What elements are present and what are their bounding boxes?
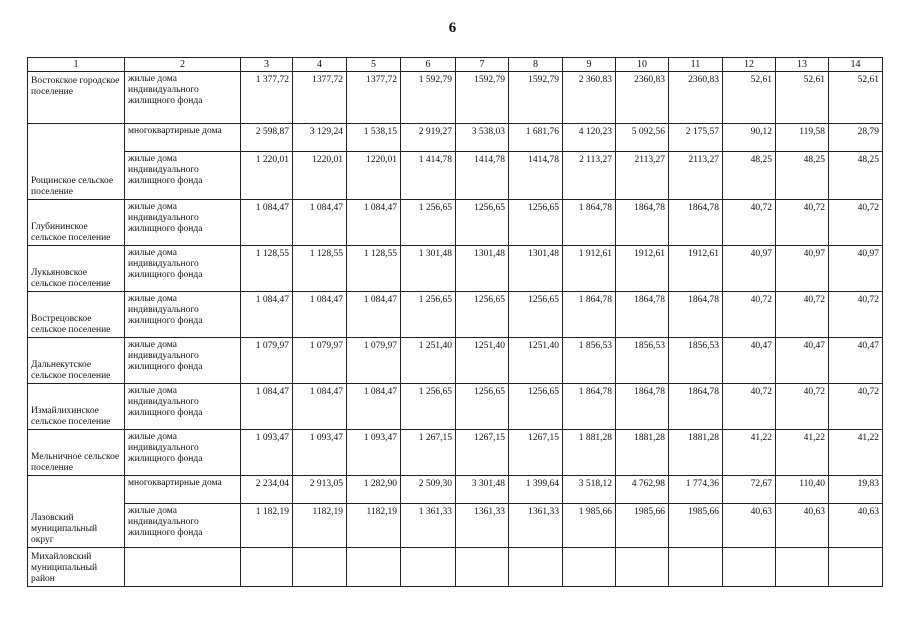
value-cell — [401, 548, 456, 587]
table-row — [28, 246, 883, 292]
value-cell: 1256,65 — [456, 200, 509, 246]
housing-type-cell: жилые дома индивидуального жилищного фонда — [125, 200, 241, 246]
value-cell: 2113,27 — [669, 152, 723, 200]
page-number: 6 — [448, 20, 457, 36]
value-cell: 1912,61 — [616, 246, 669, 292]
value-cell: 1881,28 — [616, 430, 669, 476]
value-cell: 1 985,66 — [563, 504, 616, 548]
value-cell: 1251,40 — [509, 338, 563, 384]
value-cell: 2 234,04 — [241, 476, 293, 504]
value-cell: 1377,72 — [293, 72, 347, 124]
value-cell: 28,79 — [829, 124, 883, 152]
value-cell: 1 079,97 — [293, 338, 347, 384]
settlement-name-cell: Вострецовское сельское поселение — [28, 292, 125, 338]
table-row — [28, 72, 883, 124]
value-cell: 1 774,36 — [669, 476, 723, 504]
value-cell: 41,22 — [776, 430, 829, 476]
column-number-cell: 6 — [401, 58, 456, 72]
value-cell: 1 256,65 — [401, 292, 456, 338]
column-number-cell: 3 — [241, 58, 293, 72]
value-cell: 1 128,55 — [241, 246, 293, 292]
column-number-cell: 4 — [293, 58, 347, 72]
value-cell: 1592,79 — [509, 72, 563, 124]
value-cell: 3 129,24 — [293, 124, 347, 152]
value-cell: 1 881,28 — [563, 430, 616, 476]
value-cell: 1182,19 — [293, 504, 347, 548]
value-cell: 3 518,12 — [563, 476, 616, 504]
value-cell: 1 084,47 — [241, 384, 293, 430]
value-cell: 1 182,19 — [241, 504, 293, 548]
value-cell: 1 084,47 — [347, 292, 401, 338]
value-cell: 1592,79 — [456, 72, 509, 124]
settlement-name-cell: Рощинское сельское поселение — [28, 124, 125, 200]
value-cell: 40,47 — [776, 338, 829, 384]
value-cell — [241, 548, 293, 587]
column-number-cell: 11 — [669, 58, 723, 72]
table-row — [28, 124, 883, 152]
value-cell: 1856,53 — [669, 338, 723, 384]
value-cell: 1251,40 — [456, 338, 509, 384]
value-cell: 1985,66 — [616, 504, 669, 548]
value-cell: 2 919,27 — [401, 124, 456, 152]
value-cell: 1 220,01 — [241, 152, 293, 200]
value-cell: 40,63 — [829, 504, 883, 548]
value-cell: 1301,48 — [509, 246, 563, 292]
housing-type-cell: жилые дома индивидуального жилищного фонда — [125, 384, 241, 430]
value-cell: 1 084,47 — [347, 384, 401, 430]
housing-type-cell: жилые дома индивидуального жилищного фонда — [125, 292, 241, 338]
value-cell — [669, 548, 723, 587]
value-cell: 41,22 — [723, 430, 776, 476]
value-cell: 40,72 — [829, 292, 883, 338]
value-cell — [456, 548, 509, 587]
settlement-name-cell: Глубининское сельское поселение — [28, 200, 125, 246]
settlement-name-cell: Измайлихинское сельское поселение — [28, 384, 125, 430]
value-cell: 1 093,47 — [347, 430, 401, 476]
tariff-table — [27, 57, 883, 587]
value-cell: 1 361,33 — [401, 504, 456, 548]
value-cell — [347, 548, 401, 587]
table-row — [28, 476, 883, 504]
value-cell: 1 084,47 — [347, 200, 401, 246]
value-cell: 40,72 — [829, 200, 883, 246]
value-cell: 1256,65 — [509, 384, 563, 430]
value-cell: 1864,78 — [616, 384, 669, 430]
settlement-name-cell: Лукьяновское сельское поселение — [28, 246, 125, 292]
column-number-cell: 5 — [347, 58, 401, 72]
value-cell: 1267,15 — [509, 430, 563, 476]
value-cell: 1 256,65 — [401, 384, 456, 430]
column-number-row — [28, 58, 883, 72]
value-cell: 4 120,23 — [563, 124, 616, 152]
value-cell — [723, 548, 776, 587]
value-cell: 2 175,57 — [669, 124, 723, 152]
value-cell: 1 538,15 — [347, 124, 401, 152]
value-cell: 2113,27 — [616, 152, 669, 200]
value-cell — [293, 548, 347, 587]
value-cell — [509, 548, 563, 587]
value-cell: 2 113,27 — [563, 152, 616, 200]
settlement-name-cell: Дальнекутское сельское поселение — [28, 338, 125, 384]
housing-type-cell: жилые дома индивидуального жилищного фонда — [125, 72, 241, 124]
column-number-cell: 1 — [28, 58, 125, 72]
value-cell: 1864,78 — [669, 292, 723, 338]
value-cell: 119,58 — [776, 124, 829, 152]
value-cell: 1 079,97 — [347, 338, 401, 384]
value-cell: 1256,65 — [456, 292, 509, 338]
column-number-cell: 2 — [125, 58, 241, 72]
column-number-cell: 13 — [776, 58, 829, 72]
value-cell: 5 092,56 — [616, 124, 669, 152]
value-cell: 1220,01 — [347, 152, 401, 200]
value-cell: 2 509,30 — [401, 476, 456, 504]
housing-type-cell: жилые дома индивидуального жилищного фонда — [125, 246, 241, 292]
value-cell: 1985,66 — [669, 504, 723, 548]
value-cell: 1856,53 — [616, 338, 669, 384]
value-cell: 1 084,47 — [293, 200, 347, 246]
housing-type-cell — [125, 548, 241, 587]
value-cell: 1 128,55 — [293, 246, 347, 292]
value-cell: 1256,65 — [456, 384, 509, 430]
value-cell: 1912,61 — [669, 246, 723, 292]
value-cell: 48,25 — [829, 152, 883, 200]
value-cell: 1 864,78 — [563, 200, 616, 246]
value-cell: 2 360,83 — [563, 72, 616, 124]
column-number-cell: 9 — [563, 58, 616, 72]
value-cell: 40,72 — [723, 384, 776, 430]
value-cell: 1 399,64 — [509, 476, 563, 504]
value-cell: 1267,15 — [456, 430, 509, 476]
value-cell: 1361,33 — [509, 504, 563, 548]
column-number-cell: 8 — [509, 58, 563, 72]
housing-type-cell: многоквартирные дома — [125, 124, 241, 152]
value-cell: 40,72 — [829, 384, 883, 430]
settlement-name-cell: Лазовский муниципальный округ — [28, 476, 125, 548]
settlement-name-cell: Михайловский муниципальный район — [28, 548, 125, 587]
table-row — [28, 200, 883, 246]
value-cell: 4 762,98 — [616, 476, 669, 504]
value-cell: 1 251,40 — [401, 338, 456, 384]
value-cell: 40,72 — [776, 200, 829, 246]
value-cell: 1 864,78 — [563, 384, 616, 430]
value-cell: 41,22 — [829, 430, 883, 476]
column-number-cell: 10 — [616, 58, 669, 72]
value-cell: 1414,78 — [509, 152, 563, 200]
value-cell: 1 912,61 — [563, 246, 616, 292]
column-number-cell: 12 — [723, 58, 776, 72]
value-cell: 1 079,97 — [241, 338, 293, 384]
table-row — [28, 430, 883, 476]
value-cell: 1414,78 — [456, 152, 509, 200]
value-cell: 1 377,72 — [241, 72, 293, 124]
value-cell — [776, 548, 829, 587]
value-cell: 1 256,65 — [401, 200, 456, 246]
value-cell: 1864,78 — [669, 384, 723, 430]
value-cell: 1 864,78 — [563, 292, 616, 338]
value-cell: 1 084,47 — [293, 292, 347, 338]
value-cell: 1 592,79 — [401, 72, 456, 124]
table-row — [28, 504, 883, 548]
settlement-name-cell: Мельничное сельское поселение — [28, 430, 125, 476]
value-cell: 1 084,47 — [241, 292, 293, 338]
value-cell: 40,72 — [776, 292, 829, 338]
value-cell: 1 084,47 — [293, 384, 347, 430]
value-cell: 40,72 — [776, 384, 829, 430]
value-cell: 40,72 — [723, 292, 776, 338]
value-cell: 1220,01 — [293, 152, 347, 200]
value-cell: 3 538,03 — [456, 124, 509, 152]
housing-type-cell: жилые дома индивидуального жилищного фонда — [125, 430, 241, 476]
value-cell: 2360,83 — [616, 72, 669, 124]
housing-type-cell: многоквартирные дома — [125, 476, 241, 504]
value-cell: 40,47 — [829, 338, 883, 384]
housing-type-cell: жилые дома индивидуального жилищного фонда — [125, 504, 241, 548]
value-cell: 48,25 — [776, 152, 829, 200]
value-cell: 1301,48 — [456, 246, 509, 292]
value-cell: 1182,19 — [347, 504, 401, 548]
value-cell: 40,72 — [723, 200, 776, 246]
value-cell: 40,47 — [723, 338, 776, 384]
value-cell — [616, 548, 669, 587]
column-number-cell: 7 — [456, 58, 509, 72]
value-cell: 1 414,78 — [401, 152, 456, 200]
value-cell: 1 681,76 — [509, 124, 563, 152]
housing-type-cell: жилые дома индивидуального жилищного фонда — [125, 338, 241, 384]
value-cell — [563, 548, 616, 587]
value-cell: 1 084,47 — [241, 200, 293, 246]
value-cell: 52,61 — [829, 72, 883, 124]
value-cell: 1864,78 — [616, 200, 669, 246]
value-cell: 2360,83 — [669, 72, 723, 124]
value-cell: 1361,33 — [456, 504, 509, 548]
value-cell: 1 093,47 — [293, 430, 347, 476]
housing-type-cell: жилые дома индивидуального жилищного фонда — [125, 152, 241, 200]
value-cell: 1881,28 — [669, 430, 723, 476]
value-cell: 1256,65 — [509, 200, 563, 246]
settlement-name-cell: Востокское городское поселение — [28, 72, 125, 124]
value-cell: 1 856,53 — [563, 338, 616, 384]
value-cell: 1256,65 — [509, 292, 563, 338]
value-cell — [829, 548, 883, 587]
value-cell: 40,97 — [723, 246, 776, 292]
table-row — [28, 384, 883, 430]
value-cell: 1864,78 — [616, 292, 669, 338]
value-cell: 19,83 — [829, 476, 883, 504]
table-row — [28, 292, 883, 338]
value-cell: 1 128,55 — [347, 246, 401, 292]
value-cell: 1 282,90 — [347, 476, 401, 504]
value-cell: 72,67 — [723, 476, 776, 504]
value-cell: 40,63 — [723, 504, 776, 548]
value-cell: 40,97 — [776, 246, 829, 292]
value-cell: 1864,78 — [669, 200, 723, 246]
value-cell: 48,25 — [723, 152, 776, 200]
table-body — [28, 58, 883, 587]
value-cell: 1377,72 — [347, 72, 401, 124]
value-cell: 3 301,48 — [456, 476, 509, 504]
value-cell: 2 913,05 — [293, 476, 347, 504]
value-cell: 1 301,48 — [401, 246, 456, 292]
table-row — [28, 548, 883, 587]
value-cell: 52,61 — [776, 72, 829, 124]
value-cell: 90,12 — [723, 124, 776, 152]
value-cell: 110,40 — [776, 476, 829, 504]
value-cell: 40,63 — [776, 504, 829, 548]
table-row — [28, 152, 883, 200]
value-cell: 1 093,47 — [241, 430, 293, 476]
value-cell: 2 598,87 — [241, 124, 293, 152]
column-number-cell: 14 — [829, 58, 883, 72]
table-row — [28, 338, 883, 384]
value-cell: 1 267,15 — [401, 430, 456, 476]
value-cell: 52,61 — [723, 72, 776, 124]
value-cell: 40,97 — [829, 246, 883, 292]
